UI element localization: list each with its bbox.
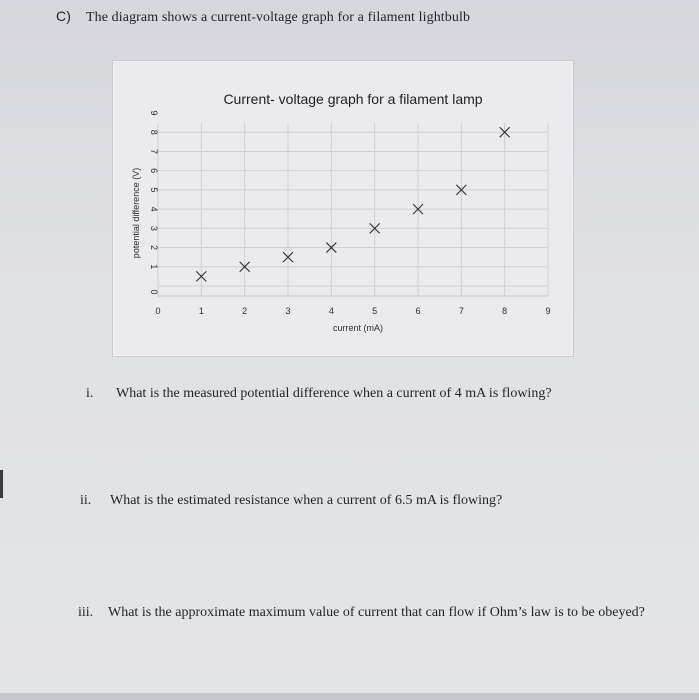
question-i xyxy=(86,385,552,403)
y-tick-label: 1 xyxy=(149,264,159,270)
question-header xyxy=(56,8,470,26)
y-tick-label: 4 xyxy=(149,206,159,212)
y-tick-label: 7 xyxy=(149,148,159,154)
y-axis-label: potential difference (V) xyxy=(131,167,141,259)
chart-title: Current- voltage graph for a filament lamp xyxy=(223,91,483,107)
question-text: What is the estimated resistance when a current of 6.5 mA is flowing? xyxy=(110,493,503,508)
question-iii xyxy=(78,604,678,622)
chart-points xyxy=(196,127,509,281)
part-text: The diagram shows a current-voltage graph for a filament lightbulb xyxy=(86,10,471,25)
question-text: What is the measured potential difference when a current of 4 mA is flowing? xyxy=(116,386,552,401)
x-tick-label: 9 xyxy=(545,306,551,316)
question-number: ii. xyxy=(80,493,92,508)
chart-card xyxy=(112,60,574,357)
y-tick-label: 3 xyxy=(149,225,159,231)
iv-chart xyxy=(113,61,573,356)
page-edge-mark xyxy=(0,470,3,498)
page-bottom-edge xyxy=(0,693,699,700)
question-number: iii. xyxy=(78,605,94,620)
y-tick-label: 9 xyxy=(149,110,159,116)
part-letter: C) xyxy=(56,8,71,24)
x-axis-label: current (mA) xyxy=(332,323,384,333)
x-tick-label: 1 xyxy=(198,306,204,316)
chart-grid xyxy=(158,123,548,296)
y-tick-label: 8 xyxy=(149,129,159,135)
x-tick-label: 4 xyxy=(328,306,334,316)
x-tick-label: 5 xyxy=(372,306,378,316)
x-tick-label: 6 xyxy=(415,306,421,316)
y-tick-label: 6 xyxy=(149,168,159,174)
question-text: What is the approximate maximum value of current that can flow if Ohm’s law is to be obeyed? xyxy=(108,605,645,620)
chart-ticks xyxy=(149,110,551,316)
question-number: i. xyxy=(86,386,94,401)
x-tick-label: 0 xyxy=(155,306,161,316)
y-tick-label: 0 xyxy=(149,289,159,295)
question-ii xyxy=(80,492,502,510)
y-tick-label: 2 xyxy=(149,245,159,251)
x-tick-label: 7 xyxy=(458,306,464,316)
x-tick-label: 8 xyxy=(502,306,508,316)
y-tick-label: 5 xyxy=(149,187,159,193)
x-tick-label: 3 xyxy=(285,306,291,316)
x-tick-label: 2 xyxy=(242,306,248,316)
